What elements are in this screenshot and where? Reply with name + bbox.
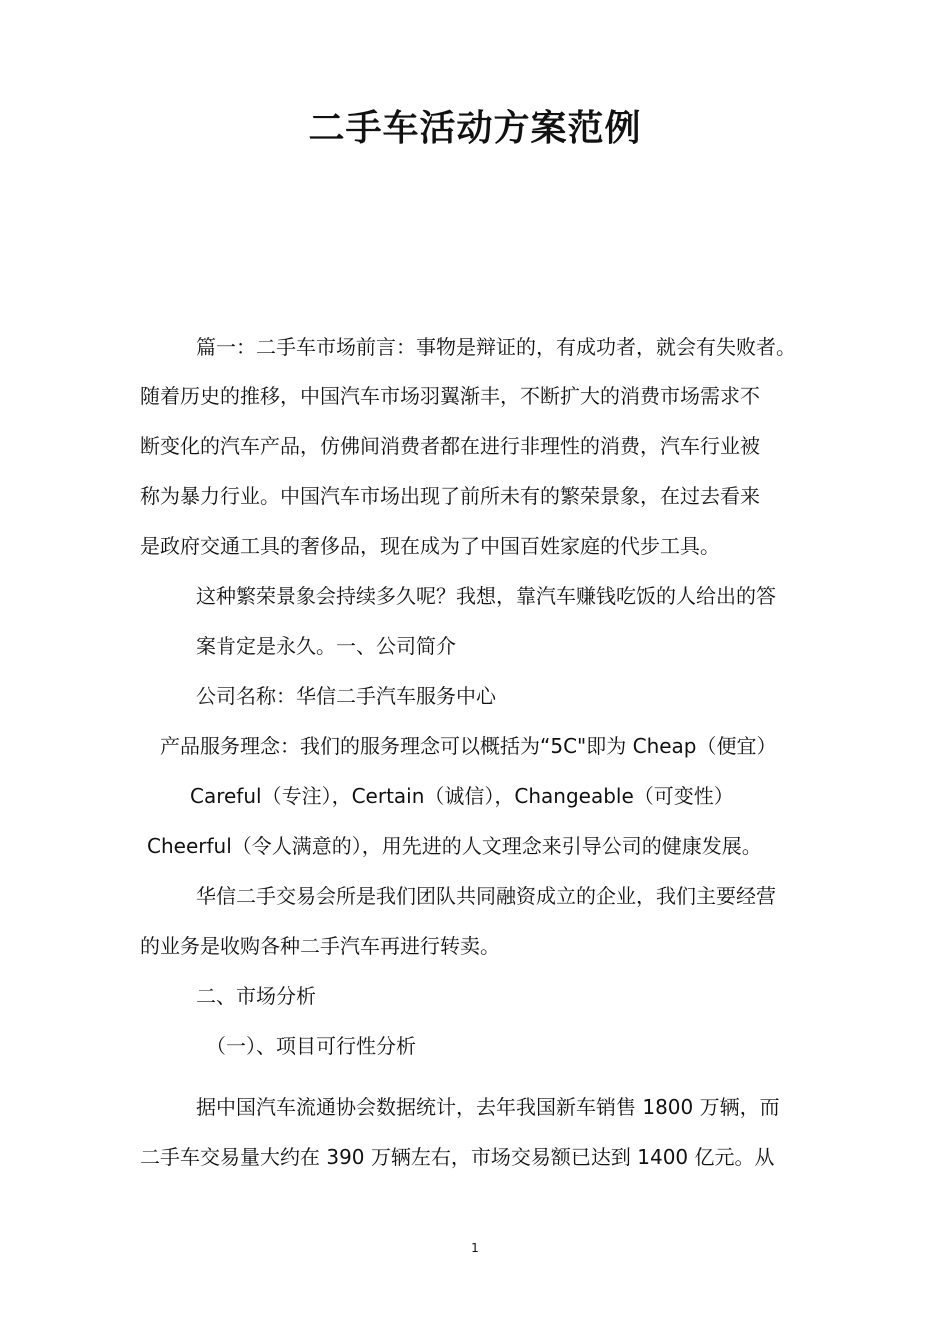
company-name-line: 公司名称：华信二手汽车服务中心 [196, 684, 496, 708]
paragraph-line: 案肯定是永久。一、公司简介 [196, 634, 456, 658]
paragraph-line: 二手车交易量大约在 390 万辆左右，市场交易额已达到 1400 亿元。从 [140, 1145, 775, 1169]
paragraph-line: 的业务是收购各种二手汽车再进行转卖。 [140, 934, 500, 958]
section-heading: 二、市场分析 [196, 984, 316, 1008]
paragraph-line: 篇一：二手车市场前言：事物是辩证的，有成功者，就会有失败者。 [196, 335, 796, 359]
service-concept-line: Careful（专注），Certain（诚信），Changeable（可变性） [190, 784, 734, 808]
paragraph-line: 这种繁荣景象会持续多久呢？我想，靠汽车赚钱吃饭的人给出的答 [196, 584, 776, 608]
paragraph-line: 是政府交通工具的奢侈品，现在成为了中国百姓家庭的代步工具。 [140, 534, 720, 558]
service-concept-line: 产品服务理念：我们的服务理念可以概括为“5C"即为 Cheap（便宜） [160, 734, 777, 758]
paragraph-line: 华信二手交易会所是我们团队共同融资成立的企业，我们主要经营 [196, 884, 776, 908]
paragraph-line: 据中国汽车流通协会数据统计，去年我国新车销售 1800 万辆，而 [196, 1095, 780, 1119]
page-number: 1 [471, 1241, 479, 1255]
document-title: 二手车活动方案范例 [308, 108, 642, 149]
paragraph-line: 断变化的汽车产品，仿佛间消费者都在进行非理性的消费，汽车行业被 [140, 434, 760, 458]
paragraph-line: 随着历史的推移，中国汽车市场羽翼渐丰，不断扩大的消费市场需求不 [140, 384, 760, 408]
service-concept-line: Cheerful（令人满意的），用先进的人文理念来引导公司的健康发展。 [147, 834, 762, 858]
paragraph-line: 称为暴力行业。中国汽车市场出现了前所未有的繁荣景象，在过去看来 [140, 484, 760, 508]
subsection-heading: （一）、项目可行性分析 [206, 1034, 416, 1058]
